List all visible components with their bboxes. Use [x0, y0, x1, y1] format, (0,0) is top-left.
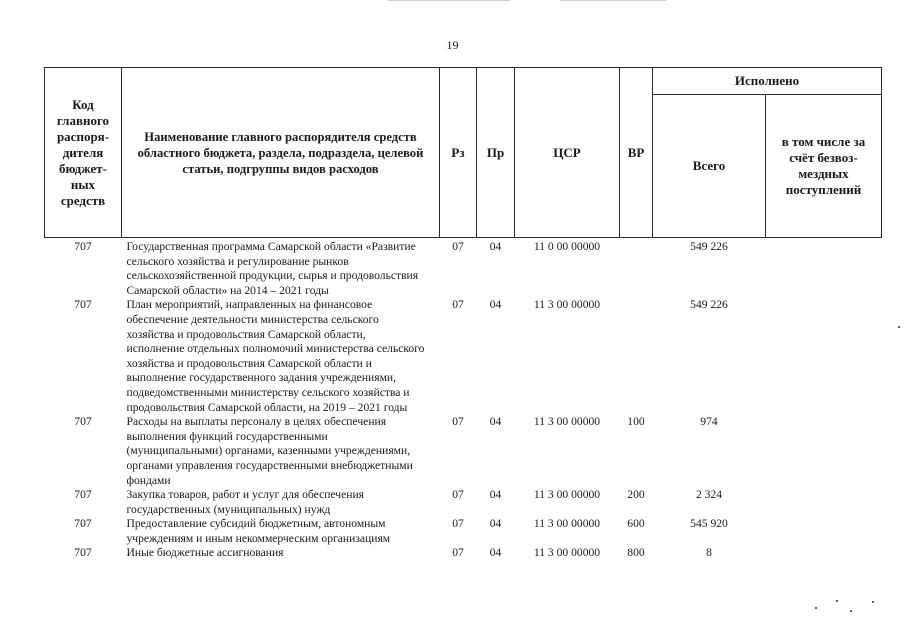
row-pr: 04	[489, 415, 502, 429]
scan-speck	[850, 610, 852, 612]
header-including-free-receipts: в том числе за счёт безвоз-мездных поступлений	[766, 95, 882, 238]
header-pr: Пр	[477, 68, 515, 238]
header-rz: Рз	[440, 68, 477, 238]
row-name: План мероприятий, направленных на финансовое обеспечение деятельности министерства сельского хозяйства и продовольствия Самарской области, исполнение отдельных полномочий министерства сельского хозяйства и продовольствия Самарской области и выполнение государственного задания учреждениями, подведомственными министерству сельского хозяйства и продовольствия Самарской области, на 2019 – 2021 годы	[126, 298, 425, 414]
row-vr: 800	[627, 546, 645, 560]
row-pr: 04	[489, 546, 502, 560]
row-name: Расходы на выплаты персоналу в целях обеспечения выполнения функций государственными (муниципальными) органами, казенными учреждениями, органами управления государственными внебюджетными фондами	[126, 415, 413, 487]
row-rz: 07	[452, 488, 464, 502]
row-csr: 11 3 00 00000	[533, 298, 601, 312]
row-total: 8	[706, 546, 712, 560]
row-free-receipts	[766, 517, 882, 546]
scan-speck	[872, 601, 874, 603]
table-row	[45, 238, 882, 299]
row-free-receipts	[766, 415, 882, 488]
row-csr: 11 3 00 00000	[533, 488, 601, 502]
header-vr: ВР	[620, 68, 653, 238]
row-code: 707	[74, 517, 92, 531]
row-pr: 04	[489, 488, 502, 502]
row-code: 707	[74, 298, 92, 312]
row-pr: 04	[489, 517, 502, 531]
row-name: Иные бюджетные ассигнования	[126, 546, 284, 560]
row-code: 707	[74, 546, 92, 560]
row-total: 545 920	[690, 517, 728, 531]
row-name: Государственная программа Самарской области «Развитие сельского хозяйства и регулирование рынков сельскохозяйственной продукции, сырья и продовольствия Самарской области» на 2014 – 2021 годы	[126, 240, 419, 297]
row-total: 2 324	[695, 488, 723, 502]
row-pr: 04	[489, 240, 502, 253]
row-free-receipts	[766, 546, 882, 561]
header-total: Всего	[653, 95, 766, 238]
scan-speck	[898, 326, 900, 328]
row-free-receipts	[766, 298, 882, 415]
row-csr: 11 0 00 00000	[533, 240, 601, 253]
row-total: 549 226	[690, 240, 728, 253]
row-code: 707	[74, 415, 92, 429]
row-vr	[620, 298, 653, 415]
row-pr: 04	[489, 298, 502, 312]
header-name: Наименование главного распорядителя средств областного бюджета, раздела, подраздела, целевой статьи, подгруппы видов расходов	[122, 68, 440, 238]
table-row	[45, 298, 882, 415]
row-total: 974	[700, 415, 718, 429]
row-vr: 200	[627, 488, 645, 502]
row-vr	[620, 238, 653, 299]
scan-speck	[836, 600, 838, 602]
row-vr: 100	[627, 415, 645, 429]
row-rz: 07	[452, 298, 464, 312]
row-code: 707	[74, 488, 92, 502]
row-code: 707	[74, 240, 92, 253]
scan-speck	[815, 607, 817, 609]
row-csr: 11 3 00 00000	[533, 546, 601, 560]
row-rz: 07	[452, 546, 464, 560]
row-name: Закупка товаров, работ и услуг для обеспечения государственных (муниципальных) нужд	[126, 488, 365, 516]
row-rz: 07	[452, 240, 464, 253]
header-executed: Исполнено	[653, 68, 882, 95]
top-edge-rule	[388, 0, 510, 1]
row-name: Предоставление субсидий бюджетным, автономным учреждениям и иным некоммерческим организациям	[126, 517, 391, 545]
row-csr: 11 3 00 00000	[533, 517, 601, 531]
budget-table	[44, 67, 882, 561]
row-free-receipts	[766, 238, 882, 299]
table-row	[45, 546, 882, 561]
row-vr: 600	[627, 517, 645, 531]
row-total: 549 226	[690, 298, 728, 312]
row-free-receipts	[766, 488, 882, 517]
header-code: Код главного распоря-дителя бюджет-ных средств	[45, 68, 122, 238]
row-rz: 07	[452, 517, 464, 531]
row-rz: 07	[452, 415, 464, 429]
top-edge-rule	[560, 0, 666, 1]
row-csr: 11 3 00 00000	[533, 415, 601, 429]
table-row	[45, 488, 882, 517]
table-row	[45, 415, 882, 488]
table-row	[45, 517, 882, 546]
page-number: 19	[446, 38, 459, 52]
header-csr: ЦСР	[515, 68, 620, 238]
